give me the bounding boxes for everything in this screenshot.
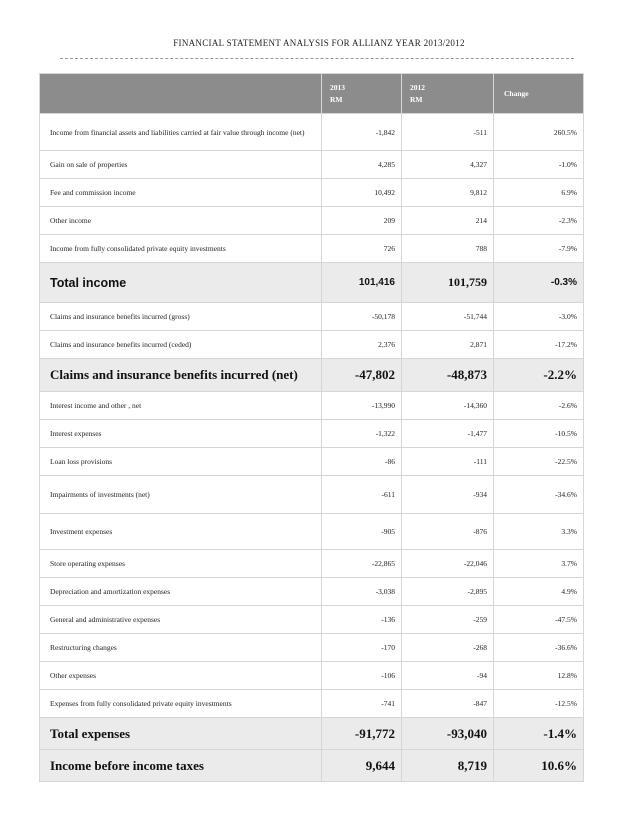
value-2012: 101,759	[402, 263, 494, 303]
row-label: Store operating expenses	[40, 550, 322, 578]
row-label: Income before income taxes	[40, 750, 322, 782]
row-label: Total income	[40, 263, 322, 303]
value-2013: 726	[322, 235, 402, 263]
table-row	[40, 634, 584, 662]
table-row	[40, 420, 584, 448]
value-change: -17.2%	[494, 331, 584, 359]
header-year-2012-label: 2012	[410, 82, 425, 92]
table-row	[40, 303, 584, 331]
table-row	[40, 606, 584, 634]
value-2012: 2,871	[402, 331, 494, 359]
financial-statement-table	[39, 73, 584, 782]
value-2013: -741	[322, 690, 402, 718]
value-change: -12.5%	[494, 690, 584, 718]
row-label: General and administrative expenses	[40, 606, 322, 634]
value-2013: 2,376	[322, 331, 402, 359]
table-row	[40, 550, 584, 578]
value-2013: -1,322	[322, 420, 402, 448]
value-change: 3.3%	[494, 514, 584, 550]
value-2012: -93,040	[402, 718, 494, 750]
total-row	[40, 359, 584, 392]
row-label: Total expenses	[40, 718, 322, 750]
value-2013: -47,802	[322, 359, 402, 392]
total-row	[40, 263, 584, 303]
value-2012: -94	[402, 662, 494, 690]
value-change: -1.4%	[494, 718, 584, 750]
row-label: Claims and insurance benefits incurred (ceded)	[40, 331, 322, 359]
table-row	[40, 151, 584, 179]
row-label: Expenses from fully consolidated private equity investments	[40, 690, 322, 718]
value-2012: -259	[402, 606, 494, 634]
row-label: Claims and insurance benefits incurred (gross)	[40, 303, 322, 331]
row-label: Income from financial assets and liabilities carried at fair value through income (net)	[40, 114, 322, 151]
row-label: Income from fully consolidated private equity investments	[40, 235, 322, 263]
row-label: Fee and commission income	[40, 179, 322, 207]
row-label: Loan loss provisions	[40, 448, 322, 476]
value-2012: -48,873	[402, 359, 494, 392]
value-2013: -611	[322, 476, 402, 514]
value-2013: -13,990	[322, 392, 402, 420]
table-row	[40, 179, 584, 207]
header-year-2013-label: 2013	[330, 82, 345, 92]
title-divider	[60, 58, 574, 59]
value-2013: -136	[322, 606, 402, 634]
value-change: 4.9%	[494, 578, 584, 606]
value-2013: -91,772	[322, 718, 402, 750]
table-row	[40, 662, 584, 690]
value-2012: 4,327	[402, 151, 494, 179]
value-change: -22.5%	[494, 448, 584, 476]
row-label: Other expenses	[40, 662, 322, 690]
header-blank-cell	[40, 74, 322, 114]
value-change: 6.9%	[494, 179, 584, 207]
total-row	[40, 750, 584, 782]
value-2013: 10,492	[322, 179, 402, 207]
value-change: -34.6%	[494, 476, 584, 514]
value-2013: 9,644	[322, 750, 402, 782]
table-row	[40, 392, 584, 420]
value-change: -10.5%	[494, 420, 584, 448]
table-row	[40, 514, 584, 550]
value-2012: -268	[402, 634, 494, 662]
value-2013: -106	[322, 662, 402, 690]
value-2013: -170	[322, 634, 402, 662]
value-2012: 214	[402, 207, 494, 235]
value-2013: 209	[322, 207, 402, 235]
table-header-row	[40, 74, 584, 114]
header-change: Change	[494, 74, 584, 114]
value-change: -47.5%	[494, 606, 584, 634]
table-row	[40, 690, 584, 718]
value-2012: -2,895	[402, 578, 494, 606]
row-label: Restructuring changes	[40, 634, 322, 662]
value-2013: -50,178	[322, 303, 402, 331]
total-row	[40, 718, 584, 750]
value-2012: -511	[402, 114, 494, 151]
value-2012: -14,360	[402, 392, 494, 420]
table-row	[40, 235, 584, 263]
value-2012: -111	[402, 448, 494, 476]
value-change: -2.3%	[494, 207, 584, 235]
value-change: -2.6%	[494, 392, 584, 420]
page-title: FINANCIAL STATEMENT ANALYSIS FOR ALLIANZ YEAR 2013/2012	[173, 38, 465, 48]
value-2012: -876	[402, 514, 494, 550]
value-change: -7.9%	[494, 235, 584, 263]
value-change: 12.8%	[494, 662, 584, 690]
value-change: 10.6%	[494, 750, 584, 782]
row-label: Claims and insurance benefits incurred (net)	[40, 359, 322, 392]
value-2012: -22,046	[402, 550, 494, 578]
row-label: Interest expenses	[40, 420, 322, 448]
value-change: 260.5%	[494, 114, 584, 151]
value-change: -2.2%	[494, 359, 584, 392]
row-label: Depreciation and amortization expenses	[40, 578, 322, 606]
value-change: -1.0%	[494, 151, 584, 179]
value-2013: 101,416	[322, 263, 402, 303]
row-label: Interest income and other , net	[40, 392, 322, 420]
value-2012: -847	[402, 690, 494, 718]
table-row	[40, 476, 584, 514]
value-2013: -86	[322, 448, 402, 476]
value-change: -0.3%	[494, 263, 584, 303]
row-label: Other income	[40, 207, 322, 235]
value-2012: 788	[402, 235, 494, 263]
value-change: -3.0%	[494, 303, 584, 331]
value-2013: -3,038	[322, 578, 402, 606]
header-year-2013	[322, 74, 402, 114]
value-2013: -1,842	[322, 114, 402, 151]
value-change: -36.6%	[494, 634, 584, 662]
value-2012: -1,477	[402, 420, 494, 448]
header-year-2012	[402, 74, 494, 114]
table-row	[40, 114, 584, 151]
value-2012: -934	[402, 476, 494, 514]
row-label: Gain on sale of properties	[40, 151, 322, 179]
value-change: 3.7%	[494, 550, 584, 578]
row-label: Impairments of investments (net)	[40, 476, 322, 514]
value-2012: 8,719	[402, 750, 494, 782]
table-row	[40, 331, 584, 359]
value-2013: -905	[322, 514, 402, 550]
table-row	[40, 578, 584, 606]
value-2013: 4,285	[322, 151, 402, 179]
header-year-2012-unit: RM	[410, 94, 423, 104]
row-label: Investment expenses	[40, 514, 322, 550]
value-2012: -51,744	[402, 303, 494, 331]
value-2013: -22,865	[322, 550, 402, 578]
table-row	[40, 448, 584, 476]
table-row	[40, 207, 584, 235]
header-year-2013-unit: RM	[330, 94, 343, 104]
value-2012: 9,812	[402, 179, 494, 207]
